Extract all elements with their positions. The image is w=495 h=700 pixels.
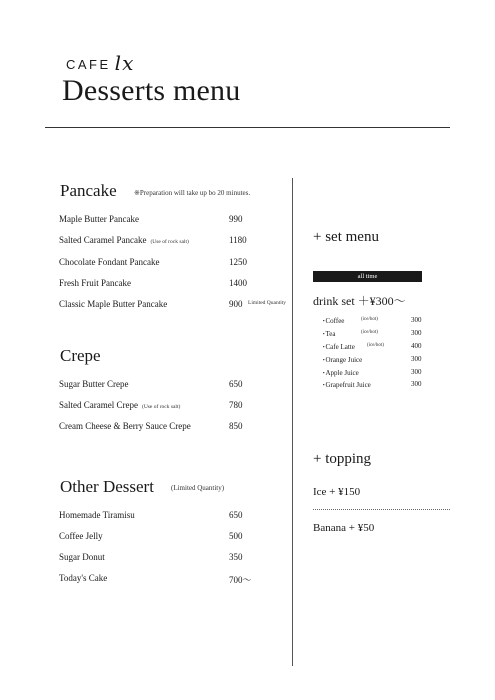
pancake-section-note: ※Preparation will take up bo 20 minutes. — [134, 189, 251, 197]
drink-item — [322, 380, 422, 392]
drink-name: ･Orange Juice — [322, 356, 363, 364]
item-price: 780 — [229, 400, 243, 410]
item-name: Homemade Tiramisu — [59, 510, 135, 520]
column-divider — [292, 178, 293, 666]
item-name: Sugar Butter Crepe — [59, 379, 129, 389]
topping-item-ice: Ice + ¥150 — [313, 486, 361, 498]
item-price: 650 — [229, 379, 243, 389]
drink-set-label: drink set ＋¥300～ — [313, 294, 406, 308]
item-price: 350 — [229, 552, 243, 562]
drink-price: 300 — [411, 329, 422, 337]
drink-name: ･Coffee — [322, 317, 345, 325]
topping-item-banana: Banana + ¥50 — [313, 522, 375, 534]
item-name: Chocolate Fondant Pancake — [59, 257, 160, 267]
drink-option: (ice/hot) — [367, 343, 384, 348]
drink-item — [322, 316, 422, 328]
item-name: Cream Cheese & Berry Sauce Crepe — [59, 421, 191, 431]
drink-item — [322, 368, 422, 380]
item-price: 650 — [229, 510, 243, 520]
item-name: Fresh Fruit Pancake — [59, 278, 131, 288]
drink-item — [322, 342, 422, 354]
item-price: 990 — [229, 214, 243, 224]
item-note: (Use of rock salt) — [150, 239, 189, 245]
item-note: (Use of rock salt) — [141, 404, 181, 410]
item-price: 850 — [229, 421, 243, 431]
drink-name: ･Apple Juice — [322, 369, 359, 377]
item-price: 1180 — [229, 235, 247, 245]
item-name: Today's Cake — [59, 573, 108, 583]
drink-option: (ice/hot) — [361, 330, 378, 335]
item-name: Salted Caramel Pancake (Use of rock salt) — [59, 235, 189, 245]
item-price: 900 — [229, 299, 243, 309]
drink-price: 300 — [411, 380, 422, 388]
other-section-title: Other Dessert — [60, 477, 154, 496]
item-price: 700～ — [229, 575, 252, 585]
drink-option: (ice/hot) — [361, 317, 378, 322]
item-price: 1250 — [229, 257, 247, 267]
drink-item — [322, 329, 422, 341]
drink-item — [322, 355, 422, 367]
all-time-badge: all time — [313, 271, 422, 282]
item-name: Salted Caramel Crepe (Use of rock salt) — [59, 400, 181, 410]
item-price: 500 — [229, 531, 243, 541]
brand-script-mark: lx — [114, 51, 135, 75]
pancake-section-title: Pancake — [60, 181, 117, 200]
brand-prefix: CAFE — [66, 57, 111, 72]
drink-price: 300 — [411, 368, 422, 376]
item-price: 1400 — [229, 278, 247, 288]
crepe-section-title: Crepe — [60, 346, 101, 365]
set-menu-title: + set menu — [313, 229, 379, 245]
topping-divider — [313, 509, 450, 510]
drink-name: ･Tea — [322, 330, 336, 338]
brand-logo — [66, 50, 134, 74]
other-section-note: (Limited Quantity) — [171, 484, 225, 492]
drink-name: ･Cafe Latte — [322, 343, 355, 351]
topping-title: + topping — [313, 451, 372, 467]
item-name: Coffee Jelly — [59, 531, 103, 541]
item-name: Maple Butter Pancake — [59, 214, 139, 224]
item-price-note: Limited Quantity — [248, 300, 287, 306]
page-title: Desserts menu — [62, 74, 241, 107]
drink-price: 400 — [411, 342, 422, 350]
drink-name: ･Grapefruit Juice — [322, 381, 371, 389]
drink-price: 300 — [411, 355, 422, 363]
item-name: Sugar Donut — [59, 552, 105, 562]
drink-price: 300 — [411, 316, 422, 324]
header-divider — [45, 127, 450, 128]
item-name: Classic Maple Butter Pancake — [59, 299, 168, 309]
